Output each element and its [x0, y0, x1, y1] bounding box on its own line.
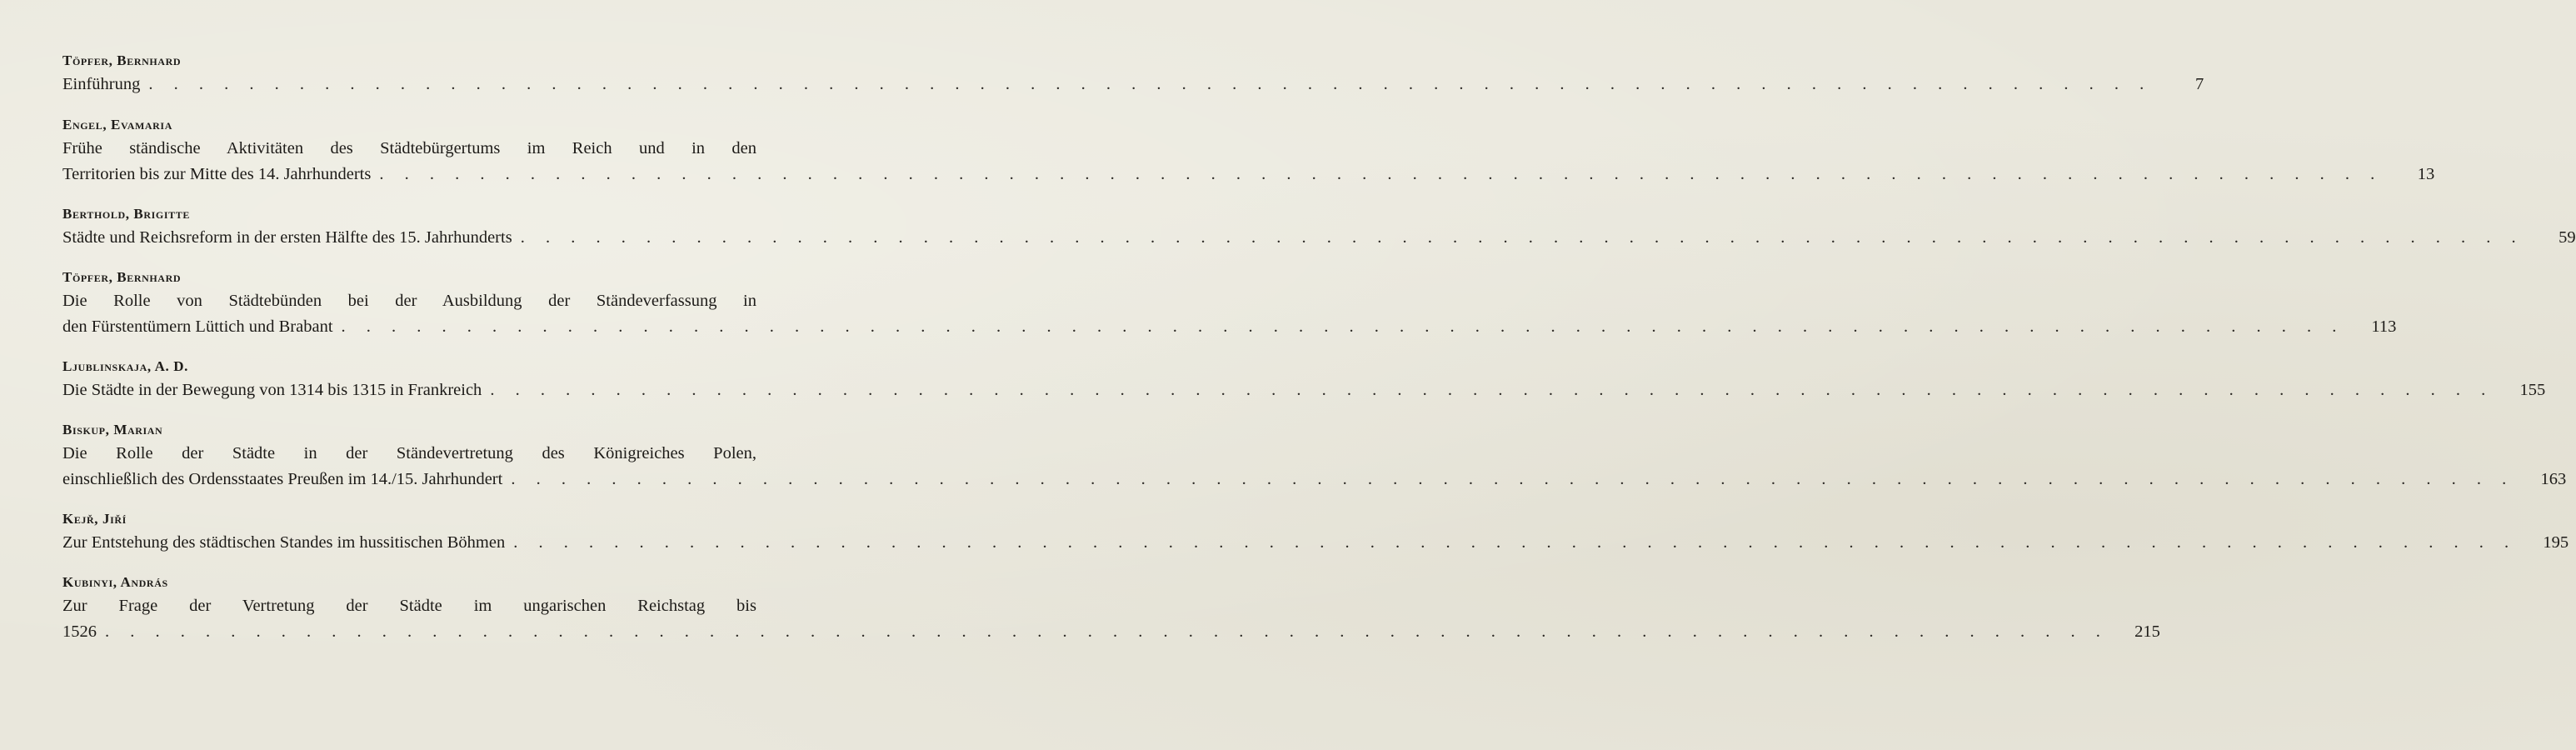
toc-entry [62, 572, 2160, 645]
dot-leader: . . . . . . . . . . . . . . . . . . . . . . . . . . . . . . . . . . . . . . . . . . . . . . . . . . . . . . . . . . . . . . . . . . . . . . . . . . . . . . . . [513, 533, 2518, 552]
entry-title-last-line [62, 72, 2204, 98]
toc-entry [62, 356, 2546, 403]
dot-leader: . . . . . . . . . . . . . . . . . . . . . . . . . . . . . . . . . . . . . . . . . . . . . . . . . . . . . . . . . . . . . . . . . . . . . . . . . . . . . . . . [379, 165, 2384, 183]
entry-page-number: 13 [2417, 165, 2435, 183]
entry-title: Zur Entstehung des städtischen Standes im hussitischen Böhmen [62, 533, 506, 552]
entry-page-number: 113 [2371, 318, 2397, 336]
entry-page-number: 163 [2540, 470, 2567, 488]
dot-leader: . . . . . . . . . . . . . . . . . . . . . . . . . . . . . . . . . . . . . . . . . . . . . . . . . . . . . . . . . . . . . . . . . . . . . . . . . . . . . . . . [341, 318, 2345, 336]
entry-title-line: Die Rolle der Städte in der Ständevertretung des Königreiches Polen, [62, 444, 756, 462]
dot-leader: . . . . . . . . . . . . . . . . . . . . . . . . . . . . . . . . . . . . . . . . . . . . . . . . . . . . . . . . . . . . . . . . . . . . . . . . . . . . . . . . [105, 622, 2109, 641]
entry-title-last-line [62, 225, 2576, 251]
dot-leader: . . . . . . . . . . . . . . . . . . . . . . . . . . . . . . . . . . . . . . . . . . . . . . . . . . . . . . . . . . . . . . . . . . . . . . . . . . . . . . . . [520, 228, 2524, 247]
entry-title: 1526 [62, 622, 97, 641]
entry-title: Einführung [62, 75, 141, 93]
entry-author: Berthold, Brigitte [62, 206, 190, 222]
entry-title-last-line [62, 162, 2435, 188]
entry-title-last-line [62, 467, 2567, 492]
entry-page-number: 59 [2559, 228, 2576, 247]
entry-author: Ljublinskaja, A. D. [62, 358, 188, 374]
entry-title: Die Städte in der Bewegung von 1314 bis 1315 in Frankreich [62, 381, 482, 399]
entry-title: Städte und Reichsreform in der ersten Hälfte des 15. Jahrhunderts [62, 228, 512, 247]
entry-author: Töpfer, Bernhard [62, 269, 182, 285]
entry-title-last-line [62, 314, 2397, 340]
entry-author: Töpfer, Bernhard [62, 52, 182, 68]
dot-leader: . . . . . . . . . . . . . . . . . . . . . . . . . . . . . . . . . . . . . . . . . . . . . . . . . . . . . . . . . . . . . . . . . . . . . . . . . . . . . . . . [511, 470, 2515, 488]
entry-author: Engel, Evamaria [62, 117, 172, 132]
entry-title: den Fürstentümern Lüttich und Brabant [62, 318, 333, 336]
entry-title-line: Zur Frage der Vertretung der Städte im ungarischen Reichstag bis [62, 597, 756, 615]
dot-leader: . . . . . . . . . . . . . . . . . . . . . . . . . . . . . . . . . . . . . . . . . . . . . . . . . . . . . . . . . . . . . . . . . . . . . . . . . . . . . . . . [148, 75, 2153, 93]
entry-title-line: Die Rolle von Städtebünden bei der Ausbildung der Ständeverfassung in [62, 292, 756, 310]
entry-author: Kubinyi, András [62, 574, 168, 590]
toc-entry [62, 267, 2397, 340]
entry-title-last-line [62, 530, 2569, 556]
entry-author: Biskup, Marian [62, 422, 163, 438]
toc-entry [62, 419, 2567, 492]
entry-title: einschließlich des Ordensstaates Preußen im 14./15. Jahrhundert [62, 470, 503, 488]
entry-title-last-line [62, 619, 2160, 645]
entry-page-number: 195 [2543, 533, 2569, 552]
entry-title-last-line [62, 378, 2546, 403]
entry-page-number: 155 [2519, 381, 2546, 399]
dot-leader: . . . . . . . . . . . . . . . . . . . . . . . . . . . . . . . . . . . . . . . . . . . . . . . . . . . . . . . . . . . . . . . . . . . . . . . . . . . . . . . . [490, 381, 2494, 399]
toc-entry [62, 203, 2576, 251]
table-of-contents [62, 50, 2576, 645]
entry-page-number: 7 [2195, 75, 2204, 93]
toc-entry [62, 114, 2435, 188]
entry-title-line: Frühe ständische Aktivitäten des Städtebürgertums im Reich und in den [62, 139, 756, 158]
entry-author: Kejř, Jiří [62, 511, 127, 527]
toc-entry [62, 50, 2204, 98]
entry-title: Territorien bis zur Mitte des 14. Jahrhunderts [62, 165, 372, 183]
toc-entry [62, 508, 2569, 556]
entry-page-number: 215 [2134, 622, 2160, 641]
